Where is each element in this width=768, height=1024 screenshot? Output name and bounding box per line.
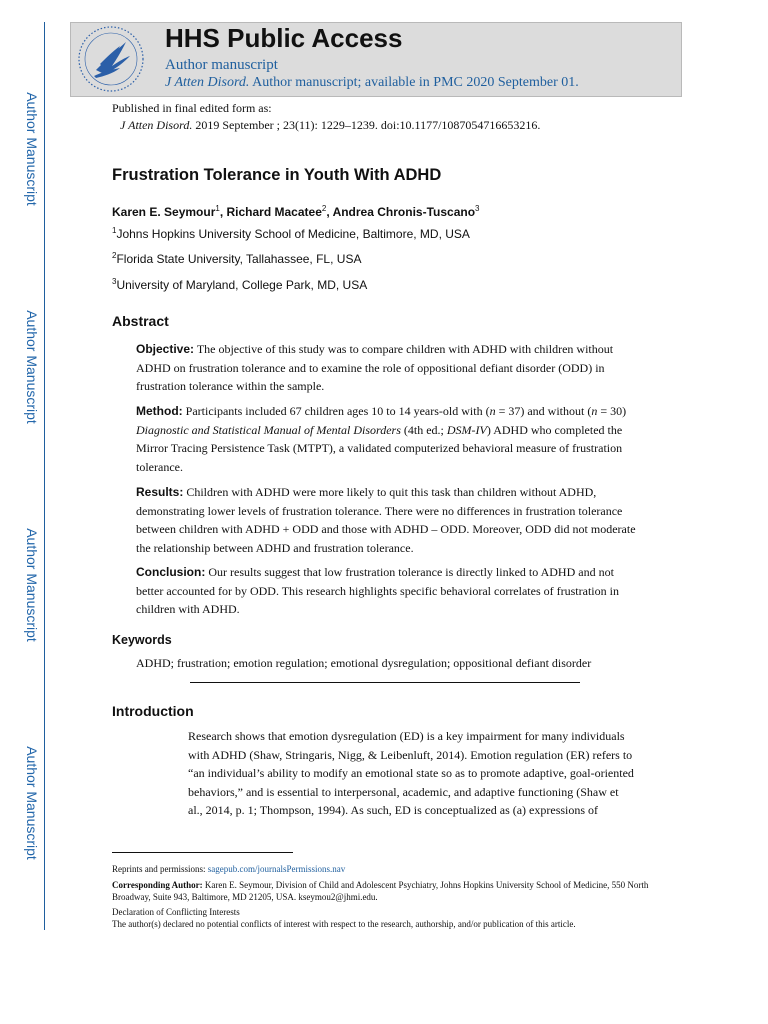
manuscript-subtitle: Author manuscript xyxy=(165,57,278,73)
side-label-author-manuscript: Author Manuscript xyxy=(24,746,40,860)
corresponding-author-note: Corresponding Author: Karen E. Seymour, Division of Child and Adolescent Psychiatry, Johns Hopkins University School of Medicine, 550 North Broadway, Suite 943, Baltimore, MD 21205, USA. kseymou2@jhmi.edu. xyxy=(112,880,649,902)
abstract-method: Method: Participants included 67 children ages 10 to 14 years-old with (n = 37) and without (n = 30) Diagnostic and Statistical Manual of Mental Disorders (4th ed.; DSM-IV) ADHD who completed the Mirror Tracing Persistence Task (MTPT), a validated computerized behavioral measure of frustration tolerance. xyxy=(136,404,627,474)
section-divider xyxy=(190,682,580,683)
introduction-paragraph: Research shows that emotion dysregulation (ED) is a key impairment for many individuals with ADHD (Shaw, Stringaris, Nigg, & Leibenluft, 2014). Emotion regulation (ER) refers to “an individual’s ability to modify an emotional state so as to promote adaptive, goal-oriented behaviors,” and is essential to interpersonal, academic, and adaptive functioning (Shaw et al., 2014, p. 1; Thompson, 1994). As such, ED is conceptualized as (a) expressions of xyxy=(188,729,634,817)
abstract-heading: Abstract xyxy=(112,313,169,329)
affiliation: $^1$Johns Hopkins University School of Medicine, Baltimore, MD, USA xyxy=(112,226,470,241)
author-list: Karen E. Seymour$^1$, Richard Macatee$^2$, Andrea Chronis-Tuscano$^3$ xyxy=(112,204,480,219)
affiliation: $^2$Florida State University, Tallahassee, FL, USA xyxy=(112,251,362,266)
affiliation: $^3$University of Maryland, College Park, MD, USA xyxy=(112,277,368,292)
side-label-author-manuscript: Author Manuscript xyxy=(24,92,40,206)
article-title: Frustration Tolerance in Youth With ADHD xyxy=(112,166,442,184)
footnote-rule xyxy=(112,852,293,853)
permissions-link[interactable]: sagepub.com/journalsPermissions.nav xyxy=(207,864,346,874)
keywords-heading: Keywords xyxy=(112,633,172,647)
conflict-heading: Declaration of Conflicting Interests xyxy=(112,907,240,917)
hhs-eagle-logo xyxy=(76,24,146,94)
hhs-title: HHS Public Access xyxy=(165,23,403,53)
abstract-objective: Objective: The objective of this study was to compare children with ADHD with children without ADHD on frustration tolerance and to examine the role of oppositional defiant disorder (ODD) in frustration tolerance within the sample. xyxy=(136,342,614,393)
journal-availability: J Atten Disord. Author manuscript; available in PMC 2020 September 01. xyxy=(165,75,579,90)
introduction-heading: Introduction xyxy=(112,703,194,719)
conflict-statement: The author(s) declared no potential conflicts of interest with respect to the research, authorship, and/or publication of this article. xyxy=(112,919,576,929)
side-label-author-manuscript: Author Manuscript xyxy=(24,528,40,642)
abstract-results: Results: Children with ADHD were more likely to quit this task than children without ADHD, demonstrating lower levels of frustration tolerance. There were no differences in frustration tolerance between children with ADHD + ODD and those with ADHD – ODD. Moreover, ODD did not moderate the relationship between ADHD and frustration tolerance. xyxy=(136,485,636,555)
side-label-author-manuscript: Author Manuscript xyxy=(24,310,40,424)
keywords-list: ADHD; frustration; emotion regulation; emotional dysregulation; oppositional defiant disorder xyxy=(136,656,592,670)
margin-rule xyxy=(44,22,45,930)
abstract-conclusion: Conclusion: Our results suggest that low frustration tolerance is directly linked to ADHD and not better accounted for by ODD. This research highlights specific behavioral correlates of frustration in children with ADHD. xyxy=(136,565,619,616)
reprints-note: Reprints and permissions: sagepub.com/journalsPermissions.nav xyxy=(112,864,346,874)
published-citation: Published in final edited form as: J Atten Disord. 2019 September ; 23(11): 1229–1239. doi:10.1177/1087054716653216. xyxy=(112,101,541,132)
